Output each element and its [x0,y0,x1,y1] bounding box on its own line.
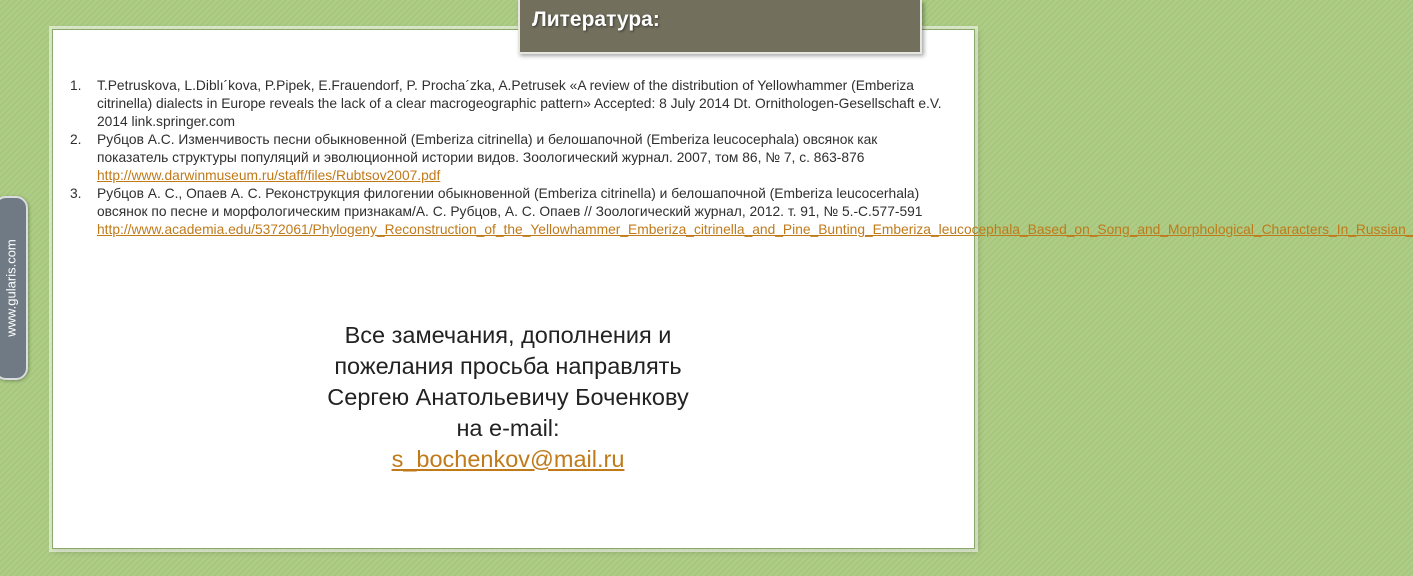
contact-line-1: Все замечания, дополнения и [344,322,672,348]
slide-title: Литература: [532,8,660,31]
reference-item-3 [70,185,1413,239]
reference-number: 3. [70,186,82,201]
contact-block [240,320,776,475]
references-list [70,77,1413,239]
slide-title-box [518,0,922,54]
reference-text: Рубцов А.С. Изменчивость песни обыкновенной (Emberiza citrinella) и белошапочной (Emberiza leucocephala) овсянок как показатель структуры популяций и эволюционной истории видов. Зоологический журнал. 2007, том 86, № 7, с. 863-876 [97,132,878,165]
reference-item-2 [70,131,950,185]
website-side-tab-label: www.gularis.com [3,239,19,337]
email-link[interactable]: s_bochenkov@mail.ru [391,446,625,472]
reference-number: 1. [70,78,82,93]
contact-line-3: Сергею Анатольевичу Боченкову [327,384,689,410]
reference-link[interactable]: http://www.academia.edu/5372061/Phylogeny_Reconstruction_of_the_Yellowhammer_Emberiza_citrinella_and_Pine_Bunting_Emberiza_leucocephala_Based_on_Song_and_Morphological_Characters_In_Russian_ [97,222,1413,237]
reference-text: Рубцов А. С., Опаев А. С. Реконструкция филогении обыкновенной (Emberiza citrinella) и белошапочной (Emberiza leucocerhala) овсянок по песне и морфологическим признакам/А. С. Рубцов, А. С. Опаев // Зоологический журнал, 2012. т. 91, № 5.-С.577-591 [97,186,923,219]
reference-link[interactable]: http://www.darwinmuseum.ru/staff/files/Rubtsov2007.pdf [97,168,441,183]
contact-line-4: на e-mail: [456,415,560,441]
reference-item-1 [70,77,950,131]
contact-line-2: пожелания просьба направлять [334,353,682,379]
reference-number: 2. [70,132,82,147]
website-side-tab[interactable] [0,196,28,380]
reference-text: T.Petruskova, L.Diblı´kova, P.Pipek, E.Frauendorf, P. Procha´zka, A.Petrusek «A review of the distribution of Yellowhammer (Emberiza citrinella) dialects in Europe reveals the lack of a clear macrogeographic pattern» Accepted: 8 July 2014 Dt. Ornithologen-Gesellschaft e.V. 2014 link.springer.com [97,78,942,129]
